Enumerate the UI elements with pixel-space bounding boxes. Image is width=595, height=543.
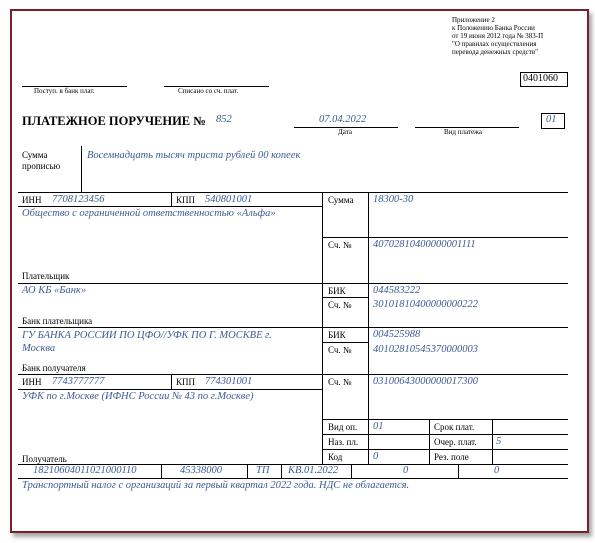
date-label: Дата [338,128,352,136]
code-label: Код [328,452,343,462]
reserve-field-label: Рез. поле [434,452,469,462]
priority-value: 5 [496,436,502,447]
amount-words-label [22,150,60,172]
received-label: Поступ. в банк плат. [34,87,95,95]
tax-period: КВ.01.2022 [288,465,339,476]
recipient-name: УФК по г.Москве (ИФНС России № 43 по г.Москве) [22,391,254,402]
tax-kbk: 18210604011021000110 [33,465,137,476]
status-code: 01 [546,114,557,125]
col-divider [171,192,172,206]
code-value: 0 [373,451,379,462]
col-divider [368,192,369,464]
payer-bank-label: Банк плательщика [22,316,93,326]
form-code: 0401060 [523,73,558,84]
payer-bank-account: 30101810400000000222 [373,299,478,310]
recipient-bank-name-line2: Москва [22,343,56,354]
appendix-line: от 19 июня 2012 года № 383-П [452,32,544,40]
amount-words-label-line: прописью [22,161,61,171]
recipient-bank-label: Банк получателя [22,363,86,373]
payment-type-label: Вид платежа [444,128,483,136]
row-line [322,449,568,450]
col-divider [492,419,493,464]
col-divider [351,464,352,478]
due-date-label: Срок плат. [434,422,475,432]
recipient-account-label: Сч. № [328,377,352,387]
recipient-label: Получатель [22,454,67,464]
appendix-line: перевода денежных средств" [452,48,539,56]
recipient-bank-bik-label: БИК [328,330,346,340]
payer-label: Плательщик [22,271,70,281]
recipient-bank-account-label: Сч. № [328,345,352,355]
recipient-inn: 7743777777 [52,376,105,387]
recipient-kpp-label: КПП [176,377,196,387]
recipient-bank-name-line1: ГУ БАНКА РОССИИ ПО ЦФО//УФК ПО Г. МОСКВЕ г. [22,330,272,341]
row-line [18,389,323,390]
amount-words-label-line: Сумма [22,150,48,160]
appendix-line: к Положению Банка России [452,24,535,32]
payer-account-label: Сч. № [328,240,352,250]
payer-bank-name: АО КБ «Банк» [22,285,87,296]
recipient-inn-label: ИНН [22,377,42,387]
row-line [322,419,568,420]
op-type-label: Вид оп. [328,422,358,432]
document-title: ПЛАТЕЖНОЕ ПОРУЧЕНИЕ № [22,114,206,128]
op-type: 01 [373,421,384,432]
row-line [18,478,568,479]
document-date: 07.04.2022 [319,114,367,125]
recipient-kpp: 774301001 [205,376,253,387]
payer-sum-label: Сумма [328,195,354,205]
tax-basis: ТП [256,465,270,476]
payer-kpp: 540801001 [205,194,253,205]
row-line [322,297,369,298]
appendix-note [452,16,543,56]
row-line [18,206,323,207]
payer-name: Общество с ограниченной ответственностью «Альфа» [22,208,276,219]
col-divider [161,464,162,478]
row-line [18,327,568,328]
payer-kpp-label: КПП [176,195,196,205]
row-line [18,192,568,193]
row-line [322,237,568,238]
recipient-account: 03100643000000017300 [373,376,478,387]
appendix-line: "О правилах осуществления [452,40,537,48]
col-divider [458,464,459,478]
payer-inn: 7708123456 [52,194,105,205]
payer-bank-bik-label: БИК [328,286,346,296]
row-line [18,374,568,375]
appendix-line: Приложение 2 [452,16,495,24]
col-divider [429,419,430,464]
debited-label: Списано со сч. плат. [178,87,239,95]
amount-words-divider [81,146,82,192]
purpose-code-label: Наз. пл. [328,437,359,447]
tax-doc-number: 0 [403,465,409,476]
amount-words-value: Восемнадцать тысяч триста рублей 00 копеек [87,150,301,161]
col-divider [281,464,282,478]
payer-sum: 18300-30 [373,194,414,205]
row-line [322,434,568,435]
tax-oktmo: 45338000 [180,465,222,476]
payer-account: 40702810400000001111 [373,239,476,250]
row-line [18,283,568,284]
col-divider [171,374,172,389]
recipient-bank-account: 40102810545370000003 [373,344,478,355]
recipient-bank-bik: 004525988 [373,329,421,340]
payment-purpose: Транспортный налог с организаций за первый квартал 2022 года. НДС не облагается. [22,480,410,491]
payment-order-form [10,9,589,533]
col-divider [247,464,248,478]
row-line [322,342,369,343]
priority-label: Очер. плат. [434,437,477,447]
payer-bank-account-label: Сч. № [328,300,352,310]
payer-bank-bik: 044583222 [373,285,421,296]
document-number: 852 [216,114,232,125]
payer-inn-label: ИНН [22,195,42,205]
col-divider [322,192,323,464]
tax-doc-date: 0 [494,465,500,476]
